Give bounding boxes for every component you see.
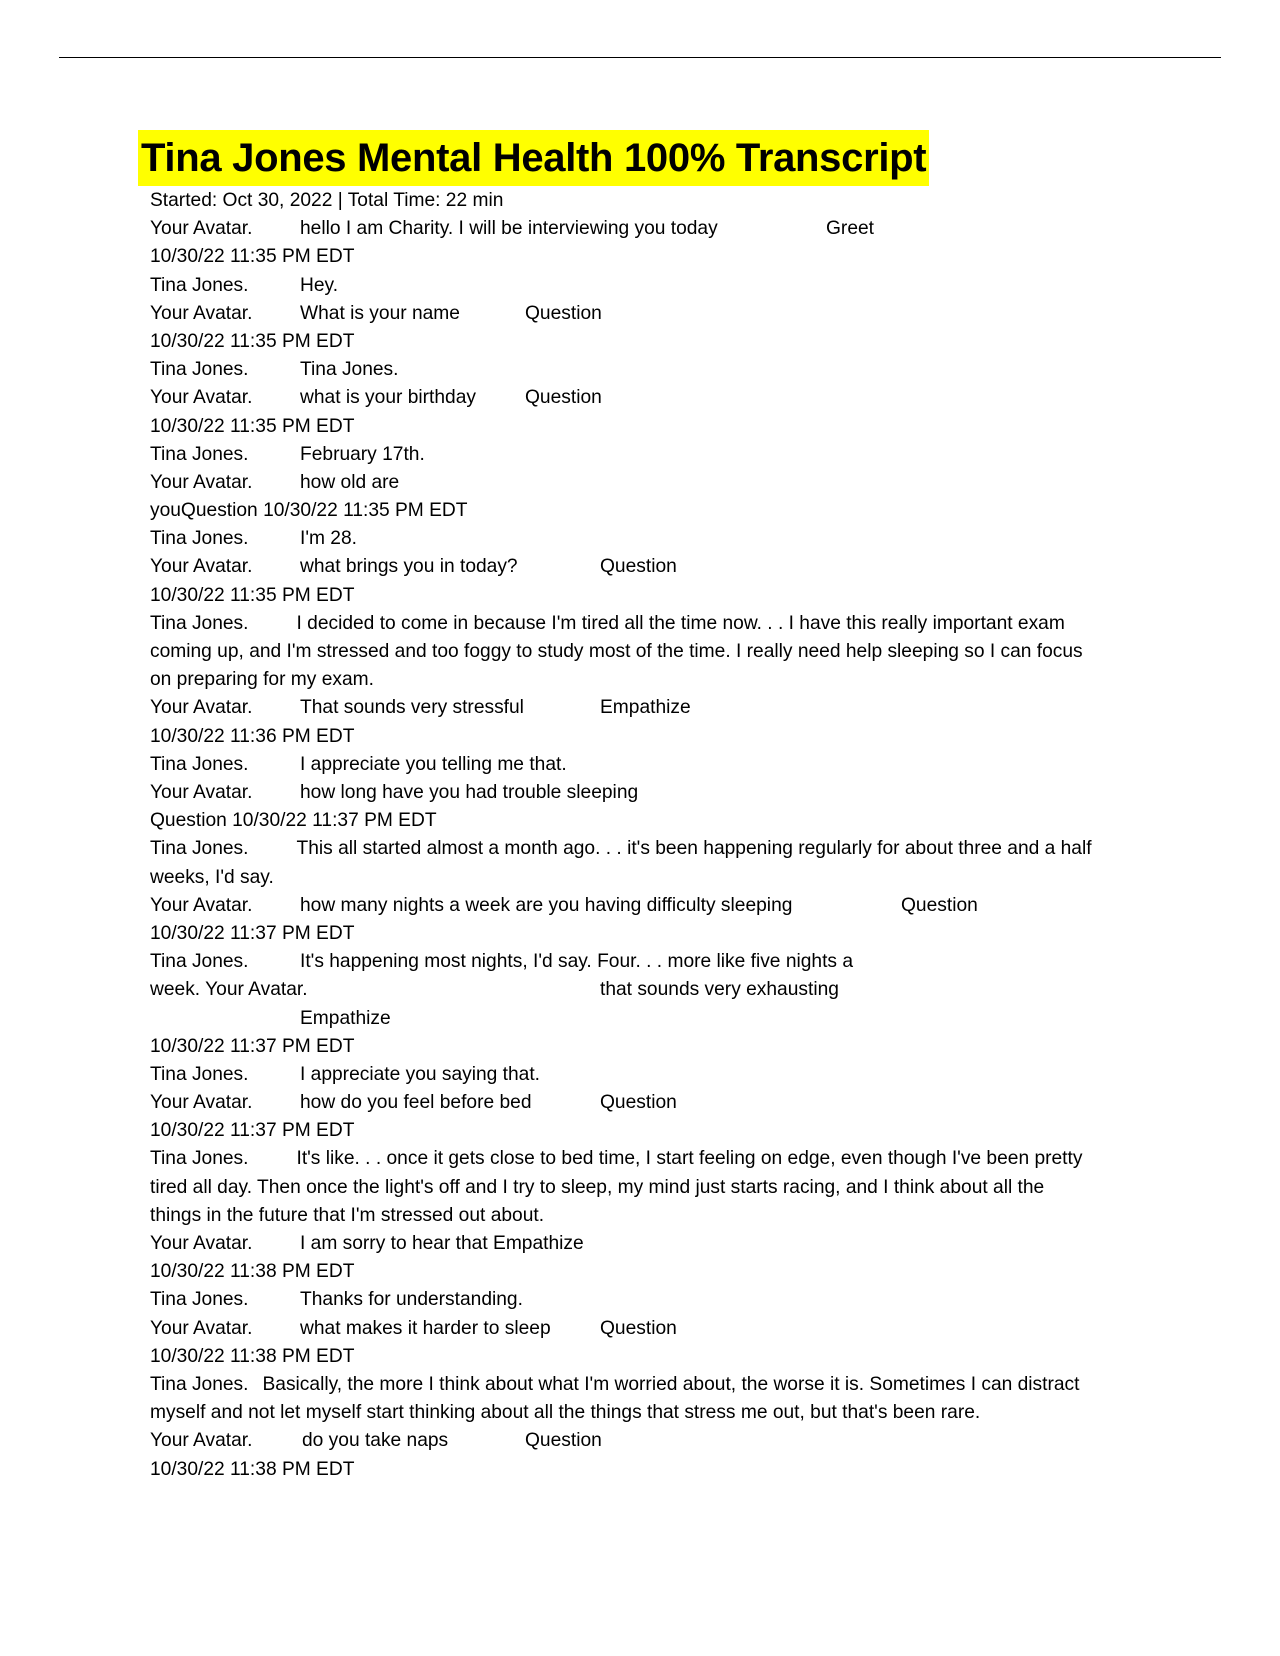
transcript-line: Tina Jones. Hey. — [150, 274, 339, 296]
transcript-paragraph: Tina Jones. This all started almost a month ago. . . it's been happening regularly for about three and a half weeks, I'd say. — [150, 838, 1092, 888]
transcript-line: Your Avatar. I am sorry to hear that Empathize — [150, 1233, 584, 1255]
timestamp: 10/30/22 11:36 PM EDT — [150, 725, 355, 747]
timestamp: 10/30/22 11:37 PM EDT — [150, 922, 355, 944]
top-divider — [59, 57, 1221, 58]
transcript-line: youQuestion 10/30/22 11:35 PM EDT — [150, 500, 468, 522]
transcript-line: Tina Jones. Tina Jones. — [150, 359, 399, 381]
transcript-line: Your Avatar. how many nights a week are you having difficulty sleeping Question — [150, 894, 978, 916]
transcript-body — [150, 187, 1100, 1484]
transcript-line: Your Avatar. What is your name Question — [150, 302, 602, 324]
transcript-paragraph: Tina Jones. Basically, the more I think about what I'm worried about, the worse it is. Sometimes I can distract myself and not let myself start thinking about all the things that stress me out, but that's been rare. — [150, 1374, 1080, 1424]
session-meta: Started: Oct 30, 2022 | Total Time: 22 min — [150, 190, 504, 211]
timestamp: 10/30/22 11:35 PM EDT — [150, 330, 355, 352]
timestamp: 10/30/22 11:37 PM EDT — [150, 1035, 355, 1057]
transcript-line: Tina Jones. It's happening most nights, I'd say. Four. . . more like five nights a — [150, 951, 854, 973]
transcript-line: Your Avatar. how long have you had trouble sleeping — [150, 781, 639, 803]
transcript-line: Your Avatar. what brings you in today? Question — [150, 556, 677, 578]
transcript-line: Your Avatar. hello I am Charity. I will be interviewing you today Greet — [150, 218, 874, 240]
transcript-line: Tina Jones. Thanks for understanding. — [150, 1289, 523, 1311]
transcript-line: Your Avatar. how do you feel before bed Question — [150, 1092, 677, 1114]
transcript-line: Your Avatar. That sounds very stressful Empathize — [150, 697, 691, 719]
transcript-line: Empathize — [300, 1007, 391, 1029]
transcript-line: Your Avatar. do you take naps Question — [150, 1430, 602, 1452]
transcript-line: Tina Jones. I appreciate you saying that. — [150, 1063, 540, 1085]
transcript-line: Your Avatar. how old are — [150, 471, 400, 493]
transcript-line: Question 10/30/22 11:37 PM EDT — [150, 810, 437, 832]
page-title: Tina Jones Mental Health 100% Transcript — [138, 130, 929, 186]
timestamp: 10/30/22 11:38 PM EDT — [150, 1458, 355, 1480]
transcript-paragraph: Tina Jones. I decided to come in because I'm tired all the time now. . . I have this really important exam coming up, and I'm stressed and too foggy to study most of the time. I really need help sleeping so I can focus on preparing for my exam. — [150, 612, 1083, 691]
timestamp: 10/30/22 11:35 PM EDT — [150, 584, 355, 606]
transcript-line: Your Avatar. what makes it harder to sleep Question — [150, 1317, 677, 1339]
transcript-line: Tina Jones. February 17th. — [150, 443, 425, 465]
transcript-line: Tina Jones. I'm 28. — [150, 528, 357, 550]
transcript-line: week. Your Avatar. that sounds very exhausting — [150, 979, 839, 1001]
timestamp: 10/30/22 11:38 PM EDT — [150, 1345, 355, 1367]
timestamp: 10/30/22 11:38 PM EDT — [150, 1261, 355, 1283]
timestamp: 10/30/22 11:35 PM EDT — [150, 246, 355, 268]
timestamp: 10/30/22 11:35 PM EDT — [150, 415, 355, 437]
transcript-paragraph: Tina Jones. It's like. . . once it gets close to bed time, I start feeling on edge, even though I've been pretty tired all day. Then once the light's off and I try to sleep, my mind just starts racing, and I think about all the things in the future that I'm stressed out about. — [150, 1148, 1083, 1226]
transcript-line: Your Avatar. what is your birthday Question — [150, 387, 602, 409]
transcript-line: Tina Jones. I appreciate you telling me that. — [150, 753, 567, 775]
timestamp: 10/30/22 11:37 PM EDT — [150, 1120, 355, 1142]
